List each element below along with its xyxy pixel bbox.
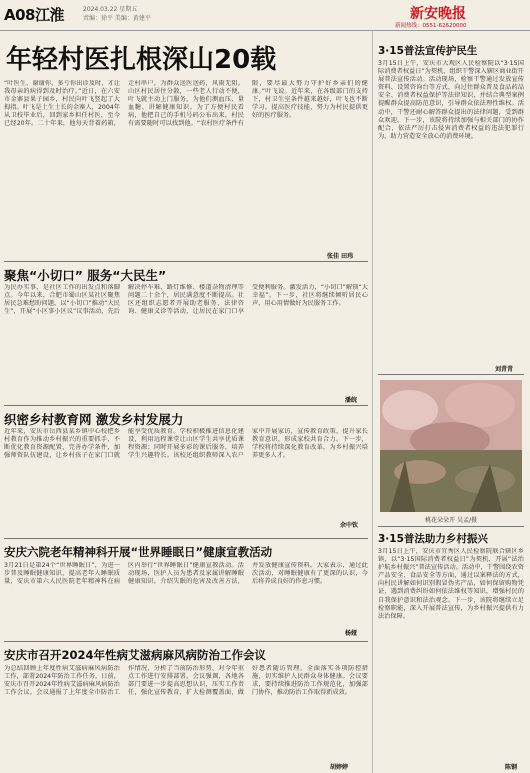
story5-signoff: 胡婷婷: [330, 764, 349, 771]
sidebar-story1-signoff: 刘青青: [495, 366, 514, 373]
page-label: A08江淮: [4, 6, 64, 24]
section-divider: [4, 261, 368, 262]
header-editors: 责编：徐平 美编：黄建平: [83, 15, 151, 22]
story1-title: 年轻村医扎根深山20载: [6, 45, 277, 75]
section-divider: [4, 641, 368, 642]
section-divider: [4, 538, 368, 539]
story5-title: 安庆市召开2024年性病艾滋病麻风病防治工作会议: [4, 648, 267, 662]
story3-signoff: 余中钦: [340, 522, 359, 529]
header-date: 2024.03.22 星期五: [83, 6, 138, 13]
story1-body: “叶医生，谢谢你，多亏你出诊及时，才让我母亲的病得到及时治疗。”近日，在六安市金寨县果子园乡，村民向叶飞竖起了大拇指。叶飞是土生土长的金寨人，2004年从卫校毕业后，回到家乡担任村医，至今已经20年。二十年来，他每天背着药箱，走村串户，为群众送医送药，风雨无阻。山区村民居住分散，一些老人行动不便，叶飞就主动上门服务，为他们测血压、量血糖、讲解健康知识。为了方便村民看病，他把自己的手机号码公布出来，村民有需要随时可以找到他。“农村医疗条件有限，要尽最大努力守护好乡亲们的健康。”叶飞说。近年来，在各级部门的支持下，村卫生室条件越来越好，叶飞也不断学习，提高医疗技能，努力为村民提供更好的医疗服务。: [4, 80, 368, 128]
story2-body: 为民办实事，是社区工作的出发点和落脚点。今年以来，合肥市蜀山区某社区聚焦居民急难愁盼问题，以“小切口”推动“大民生”，开展“小区事小区议”议事活动，先后解决停车难、路灯维修、楼道杂物清理等问题二十余个，居民满意度不断提高。社区还组织志愿者开展助老服务、法律咨询、健康义诊等活动，让居民在家门口享受便利服务。激发活力，“小切口”解锁“大幸福”。下一步，社区将继续倾听居民心声，用心用情做好为民服务工作。: [4, 284, 368, 316]
header-divider: [0, 30, 530, 31]
sidebar-story1-title: 3·15普法宣传护民生: [378, 45, 478, 57]
story1-signoff: 张佳 田玮: [327, 253, 354, 260]
section-divider: [378, 526, 524, 527]
sidebar-story1-body: 3月15日上午，安庆市大观区人民检察院以“3·15国际消费者权益日”为契机，组织干警深入辖区商业街开展普法宣传活动。活动现场，检察干警通过发放宣传资料、设置咨询台等方式，向过往群众普及食品药品安全、消费者权益保护等法律知识，并结合典型案例提醒群众提高防范意识，引导群众依法理性维权。活动中，干警还耐心解答群众提出的法律问题，受到群众欢迎。下一步，该院将持续加强与相关部门的协作配合，依法严厉打击侵害消费者权益的违法犯罪行为，助力营造安全放心的消费环境。: [378, 60, 524, 140]
story2-signoff: 潘皖: [345, 397, 358, 404]
sidebar-story2-title: 3·15普法助力乡村振兴: [378, 533, 488, 545]
story4-title: 安庆六院老年精神科开展“世界睡眠日”健康宣教活动: [4, 545, 273, 559]
story4-signoff: 杨娅: [345, 630, 358, 637]
section-divider: [378, 374, 524, 375]
peach-blossom-photo: [380, 380, 522, 512]
story2-title: 聚焦“小切口” 服务“大民生”: [4, 268, 167, 283]
news-hotline: 新闻热线：0551-62620000: [395, 23, 467, 29]
story3-title: 织密乡村教育网 激发乡村发展力: [4, 412, 184, 427]
story3-body: 近年来，安庆市岳西县某乡镇中心校把乡村教育作为推动乡村振兴的重要抓手，不断优化教育资源配置，完善办学条件，加强师资队伍建设，让乡村孩子在家门口就能享受优质教育。学校积极推进信息化建设，利用远程课堂让山区学生共享优质课程资源；同时开展多彩的课后服务，培养学生兴趣特长。该校还组织教师深入农户家中开展家访，宣传教育政策，提升家长教育意识，形成家校共育合力。下一步，学校将持续深化教育改革，为乡村振兴培养更多人才。: [4, 428, 368, 460]
sidebar-story2-signoff: 陈钢: [505, 764, 518, 771]
page-header: [0, 0, 530, 30]
photo-caption: 桃花朵朵开 吴孟/摄: [425, 517, 477, 524]
section-divider: [4, 405, 368, 406]
newspaper-logo: 新安晚报: [410, 6, 466, 22]
header-meta: [83, 5, 283, 23]
column-divider: [372, 31, 373, 773]
story5-body: 为总结回顾上年度性病艾滋病麻风病防治工作，部署2024年防治工作任务，日前，安庆市召开2024年性病艾滋病麻风病防治工作会议。会议通报了上年度全市防治工作情况，分析了当前防治形势，对今年重点工作进行安排部署。会议强调，各地各部门要进一步提高思想认识，压实工作责任，强化宣传教育，扩大检测覆盖面，做好患者随访管理，全面落实各项防控措施，切实维护人民群众身体健康。会议要求，要持续推进防治工作规范化，加强部门协作，推动防治工作取得新成效。: [4, 665, 368, 697]
sidebar-story2-body: 3月15日上午，安庆市宜秀区人民检察院联合辖区乡镇，以“3·15国际消费者权益日”为契机，开展“法治护航乡村振兴”普法宣传活动。活动中，干警围绕农资产品安全、食品安全等方面，通过以案释法的方式，向村民讲解如何识别假冒伪劣产品，如何保留购物凭证，遇到消费纠纷如何依法维权等知识，增强村民的自我保护意识和法治观念。下一步，该院将继续立足检察职能，深入开展普法宣传，为乡村振兴提供有力法治保障。: [378, 548, 524, 620]
story4-body: 3月21日是第24个“世界睡眠日”，为进一步普及睡眠健康知识，提高老年人睡眠质量，安庆市第六人民医院老年精神科在病区内举行“世界睡眠日”健康宣教活动。活动现场，医护人员为患者及家属讲解睡眠健康知识，介绍失眠的危害及改善方法，并发放健康宣传资料。大家表示，通过此次活动，对睡眠健康有了更深的认识，今后将养成良好的作息习惯。: [4, 562, 368, 586]
photo-illustration: [380, 380, 522, 512]
